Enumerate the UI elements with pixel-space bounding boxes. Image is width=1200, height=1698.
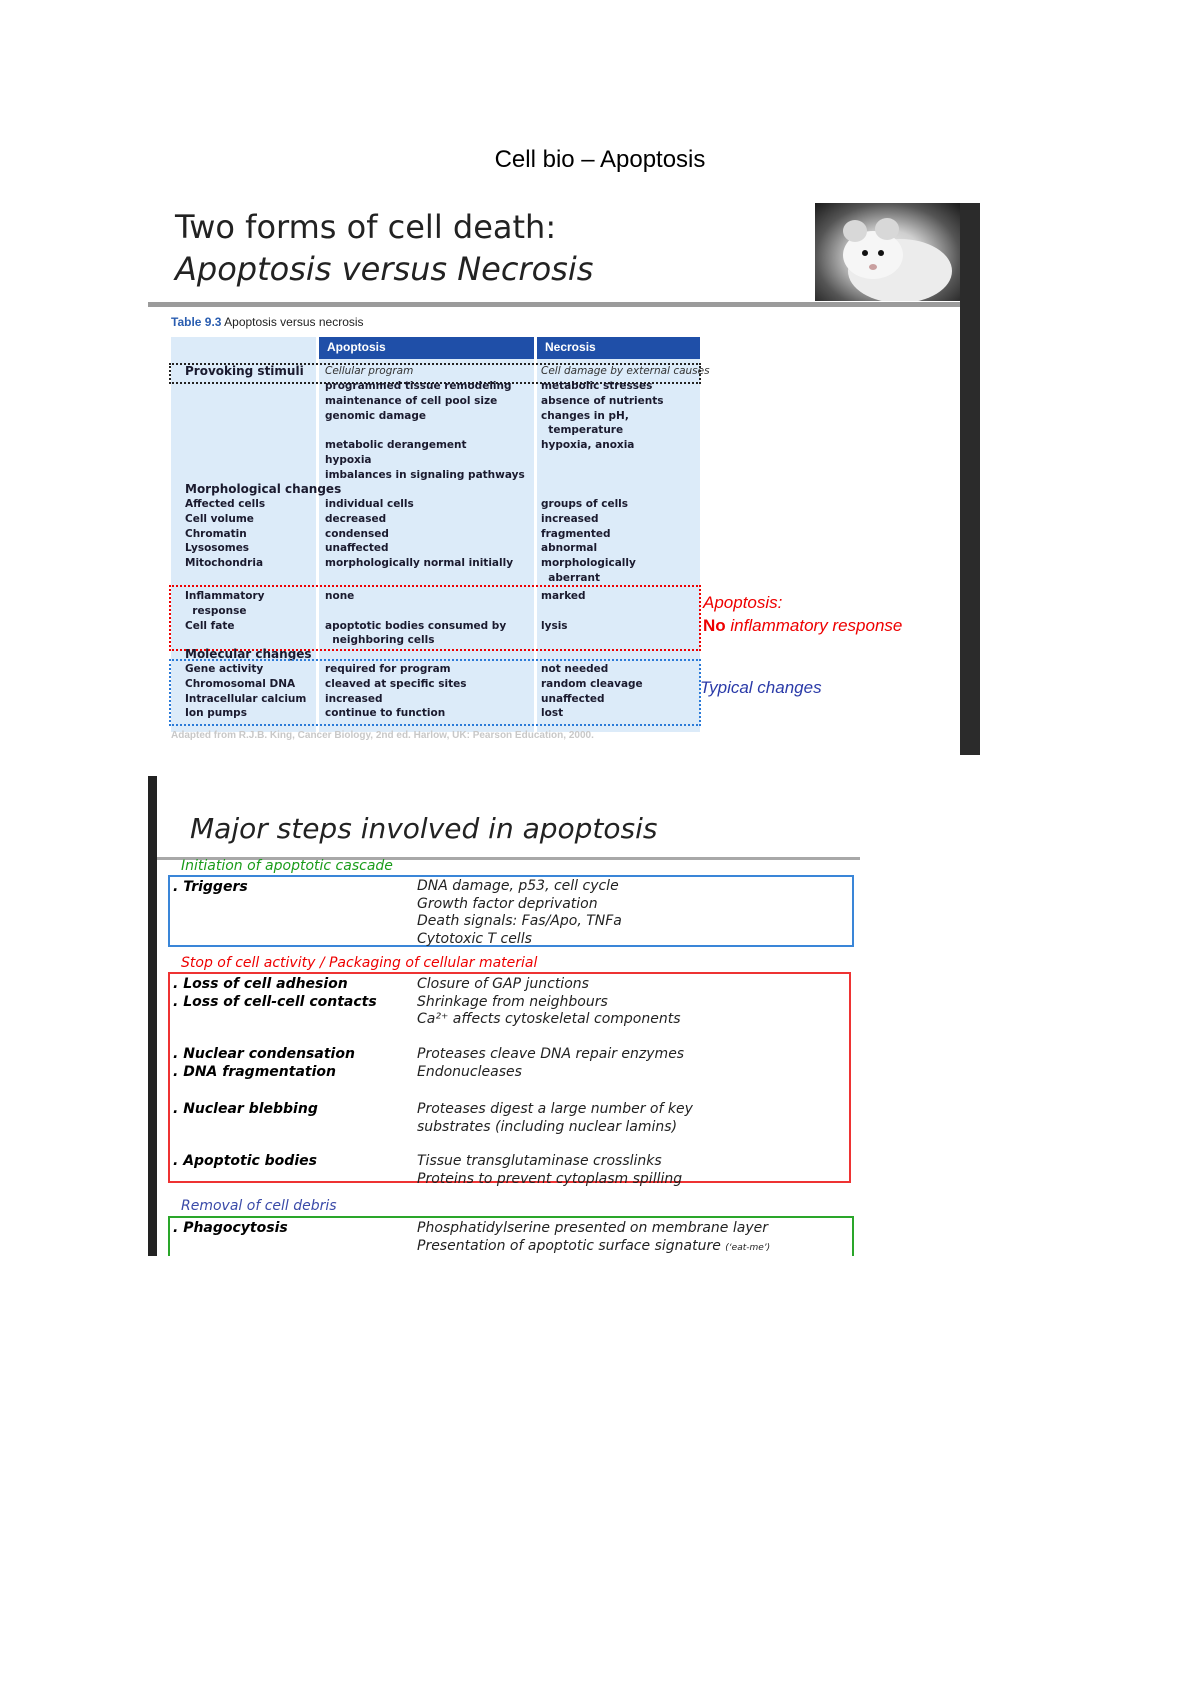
list-item: metabolic derangement [325,439,467,452]
cell-value: cleaved at specific sites [325,677,467,690]
cell-value: not needed [541,663,609,675]
list-item: programmed tissue remodeling [325,380,512,392]
list-item: temperature [541,424,624,437]
list-item [325,423,525,438]
provoking-necrosis-first: Cell damage by external causes [541,365,710,377]
list-item: . Nuclear blebbing [173,1101,318,1117]
row-label: Cell fate [185,619,235,632]
list-item: Endonucleases [417,1063,522,1080]
provoking-apoptosis-first: Cellular program [325,365,414,377]
slide1-title-line1: Two forms of cell death: [175,208,557,246]
cell-value: abnormal [541,542,598,555]
cell-value [541,604,586,619]
stop-group-2-values [417,1046,684,1081]
row-label: Chromosomal DNA [185,677,296,690]
slide1-title-line2: Apoptosis versus Necrosis [175,250,594,288]
list-item: Cytotoxic T cells [417,930,532,947]
molecular-necrosis [541,662,643,721]
cell-value: fragmented [541,527,611,540]
list-item [417,1238,770,1258]
list-item: hypoxia [325,453,372,466]
header-apoptosis: Apoptosis [319,337,534,359]
triggers-key: . Triggers [173,879,248,895]
cell-value: morphologically [541,557,636,570]
annotation-no: No [703,616,726,635]
list-item: . Loss of cell adhesion [173,976,348,992]
inflammatory-necrosis [541,589,586,633]
molecular-labels [185,662,306,721]
stop-group-1-keys [173,976,377,1011]
row-label: Lysosomes [185,542,250,555]
row-label: Ion pumps [185,707,247,720]
eat-me-text: Presentation of apoptotic surface signature [417,1237,721,1254]
list-item: . DNA fragmentation [173,1063,336,1080]
cell-value: lysis [541,619,568,632]
cell-value: increased [541,512,599,525]
list-item: Proteases digest a large number of key [417,1101,693,1117]
list-item: Proteins to prevent cytoplasm spilling [417,1170,683,1187]
list-item: absence of nutrients [541,394,664,407]
cell-value: neighboring cells [325,634,435,647]
stop-group-4-keys [173,1153,317,1171]
slide2-edge-bar [148,776,157,1256]
list-item: Closure of GAP junctions [417,976,589,992]
inflammatory-labels [185,589,264,633]
annotation-inflammatory-text: inflammatory response [725,616,903,635]
annotation-typical-changes: Typical changes [700,678,822,697]
molecular-apoptosis [325,662,467,721]
cell-value: marked [541,590,586,602]
stop-group-4-values [417,1153,682,1188]
provoking-necrosis-list [541,379,664,453]
morphological-necrosis [541,497,636,586]
row-label: Affected cells [185,498,266,510]
cell-value: lost [541,707,564,720]
row-label: Gene activity [185,663,264,675]
morphological-changes-label: Morphological changes [185,482,342,496]
list-item: Death signals: Fas/Apo, TNFa [417,913,622,929]
stop-group-1-values [417,976,681,1029]
cell-value: none [325,590,355,602]
stop-group-3-keys [173,1101,318,1119]
morphological-apoptosis [325,497,513,571]
provoking-apoptosis-list [325,379,525,483]
morphological-labels [185,497,265,571]
mouse-illustration [815,203,960,301]
cell-value: morphologically normal initially [325,557,514,570]
cell-value [325,604,506,619]
list-item: genomic damage [325,409,427,422]
table-caption [171,315,364,329]
row-label: Inflammatory [185,590,265,602]
list-item: Shrinkage from neighbours [417,993,608,1010]
list-item: metabolic stresses [541,380,653,392]
cell-value: random cleavage [541,677,643,690]
stop-group-3-values [417,1101,693,1136]
mouse-photo [815,203,960,301]
row-label: Cell volume [185,512,254,525]
row-label: response [185,604,247,617]
list-item: Tissue transglutaminase crosslinks [417,1153,662,1169]
cell-value: increased [325,692,383,705]
cell-value: condensed [325,527,389,540]
cell-value: groups of cells [541,498,629,510]
cell-value: required for program [325,663,451,675]
phagocytosis-values [417,1220,770,1257]
molecular-changes-label: Molecular changes [185,647,312,661]
list-item: . Nuclear condensation [173,1046,355,1062]
stop-group-2-keys [173,1046,355,1081]
page-title: Cell bio – Apoptosis [494,146,706,173]
list-item: . Loss of cell-cell contacts [173,993,377,1010]
cell-value: apoptotic bodies consumed by [325,619,507,632]
list-item: Growth factor deprivation [417,895,598,912]
list-item: changes in pH, [541,409,629,422]
table-source: Adapted from R.J.B. King, Cancer Biology, 2nd ed. Harlow, UK: Pearson Education, 2000. [171,730,594,741]
phagocytosis-key: . Phagocytosis [173,1220,288,1236]
list-item: imbalances in signaling pathways [325,468,525,481]
header-necrosis: Necrosis [537,337,700,359]
list-item: substrates (including nuclear lamins) [417,1118,678,1135]
row-label: Mitochondria [185,557,264,570]
list-item: . Apoptotic bodies [173,1153,317,1169]
cell-value: unaffected [325,542,389,555]
list-item: hypoxia, anoxia [541,439,635,452]
annotation-no-inflammatory [703,616,902,636]
row-label: Chromatin [185,527,247,540]
list-item: maintenance of cell pool size [325,394,498,407]
cell-value: decreased [325,512,387,525]
eat-me-note: (‘eat-me’) [725,1242,771,1253]
slide-edge-bar [960,203,980,755]
cell-value: unaffected [541,692,605,705]
triggers-values [417,878,622,948]
slide2-title: Major steps involved in apoptosis [190,812,658,845]
cell-value: individual cells [325,498,414,510]
slide1-divider [148,302,960,307]
table-caption-text: Apoptosis versus necrosis [221,315,364,329]
list-item: Ca²⁺ affects cytoskeletal components [417,1011,681,1027]
annotation-apoptosis: Apoptosis: [703,593,783,612]
cell-value: continue to function [325,707,446,720]
row-label: Intracellular calcium [185,692,307,705]
inflammatory-apoptosis [325,589,506,648]
stop-label: Stop of cell activity / Packaging of cellular material [181,955,538,971]
provoking-stimuli-label: Provoking stimuli [185,364,304,378]
table-number: Table 9.3 [171,315,222,329]
list-item: Phosphatidylserine presented on membrane layer [417,1220,768,1236]
removal-label: Removal of cell debris [181,1198,337,1214]
cell-value: aberrant [541,571,600,584]
initiation-label: Initiation of apoptotic cascade [181,858,393,874]
list-item: DNA damage, p53, cell cycle [417,878,619,894]
list-item: Proteases cleave DNA repair enzymes [417,1046,685,1062]
